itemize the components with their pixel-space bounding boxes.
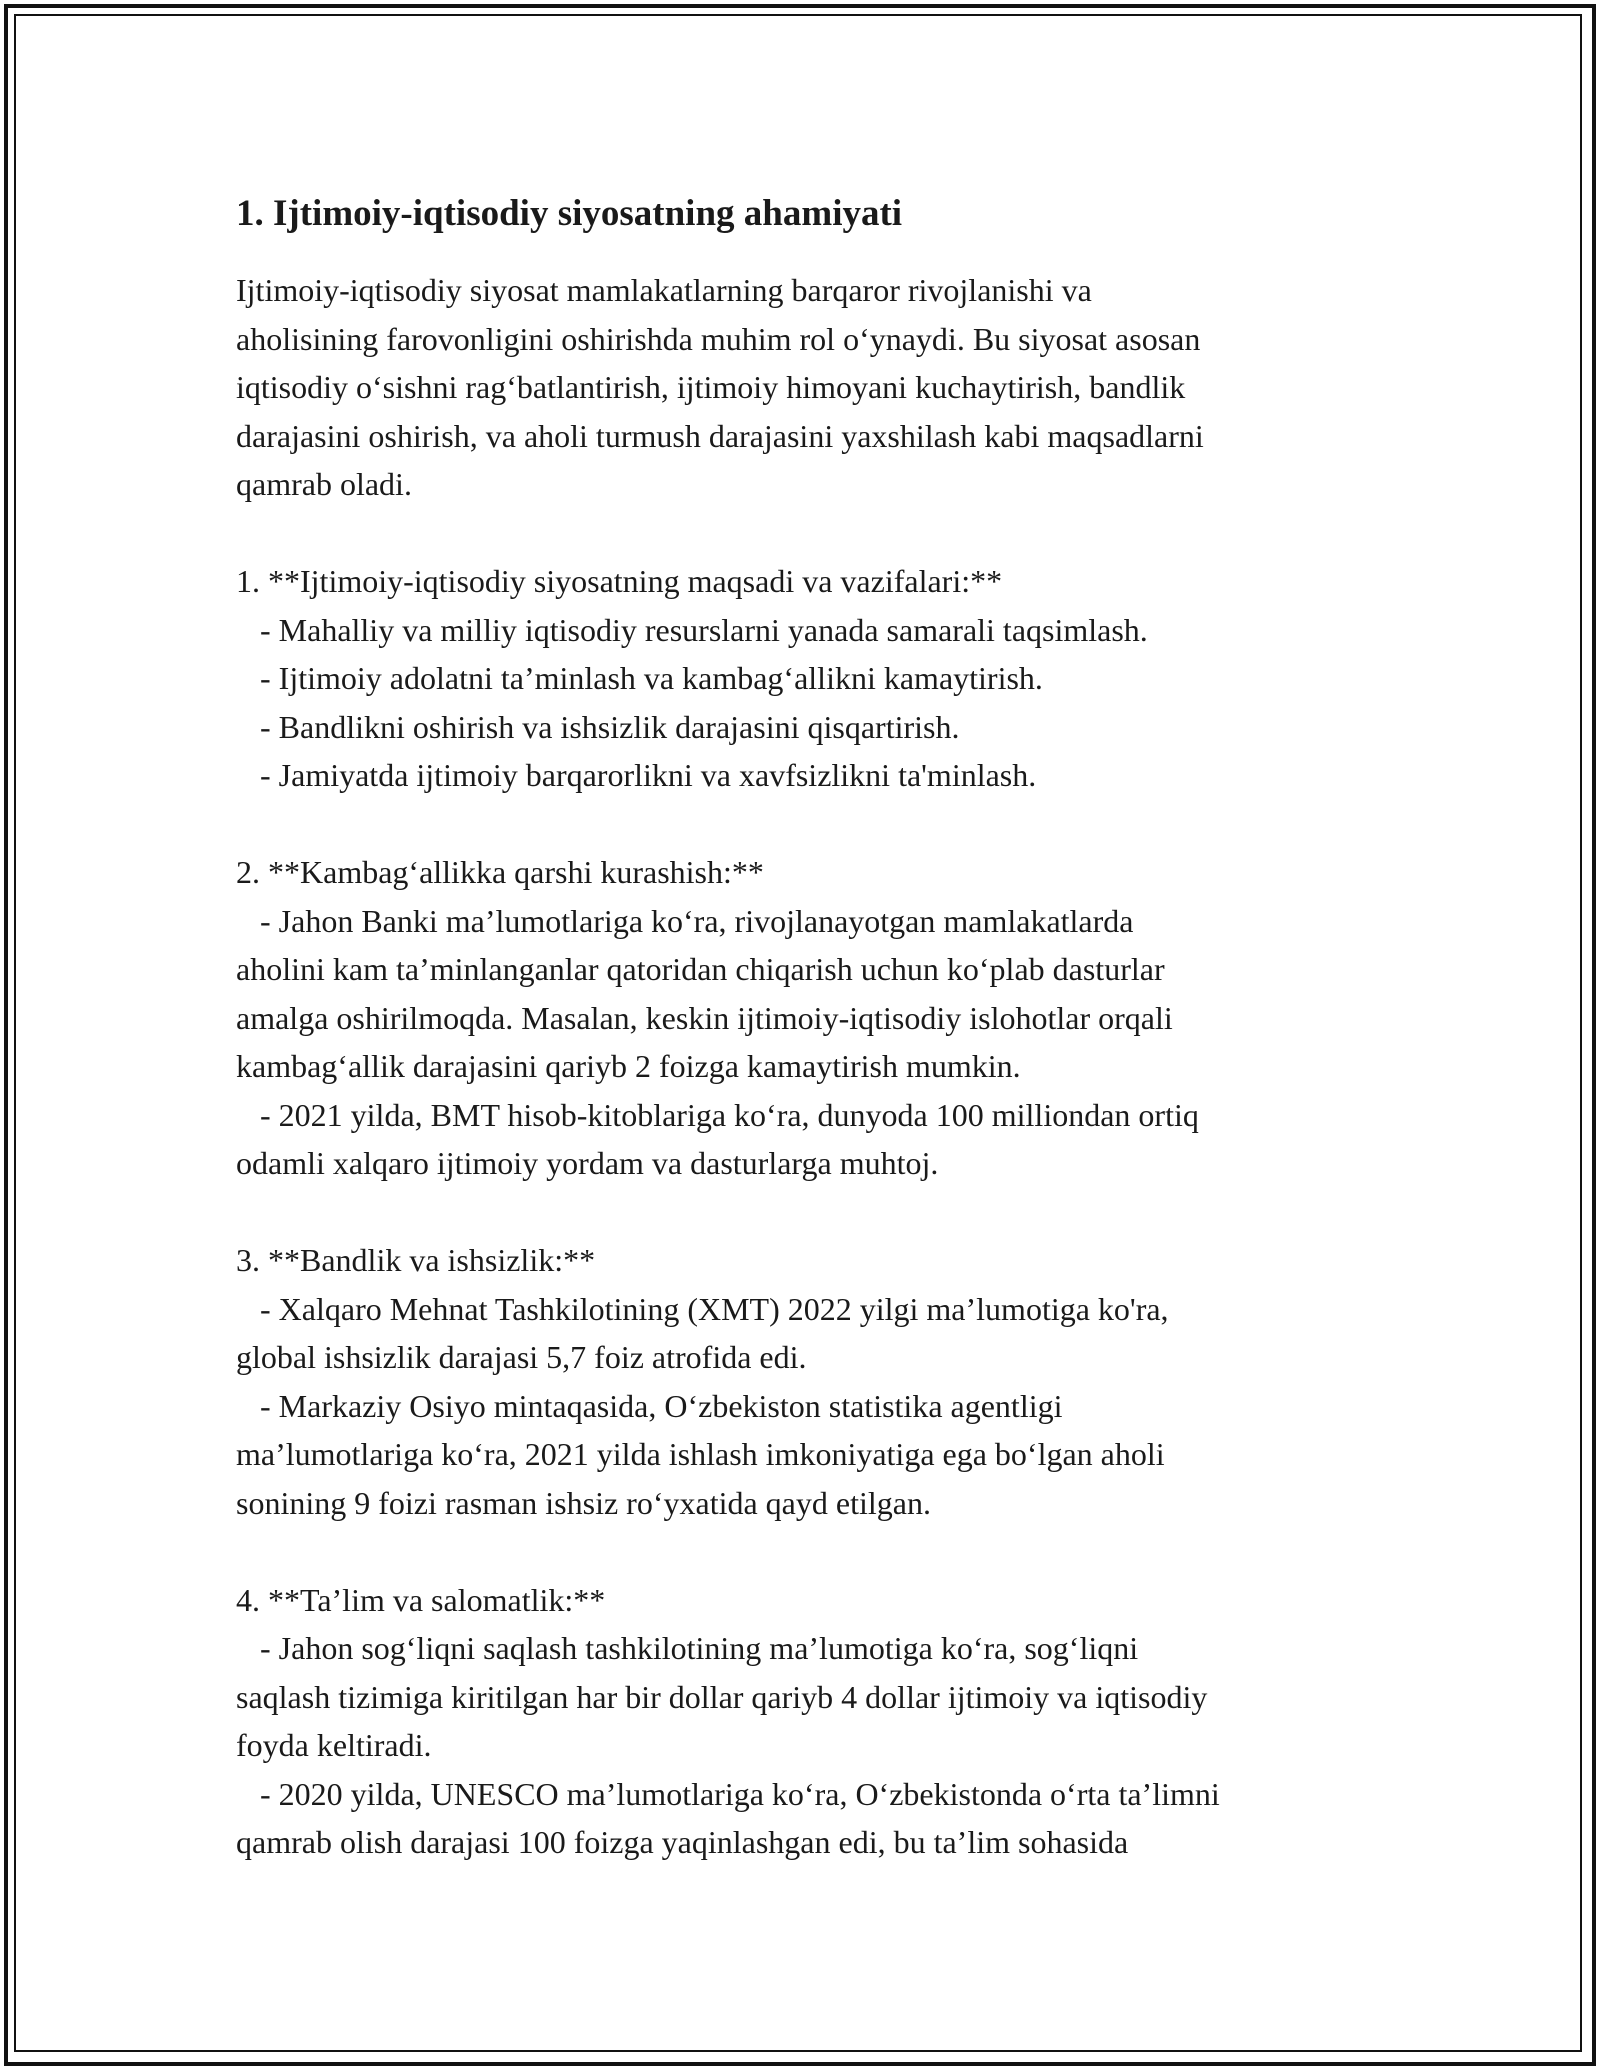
intro-paragraph: Ijtimoiy-iqtisodiy siyosat mamlakatlarning barqaror rivojlanishi va aholisining farovonligini oshirishda muhim rol o‘ynaydi. Bu siyosat asosan iqtisodiy o‘sishni rag‘batlantirish, ijtimoiy himoyani kuchaytirish, bandlik darajasini oshirish, va aholi turmush darajasini yaxshilash kabi maqsadlarni qamrab oladi.	[236, 272, 1204, 502]
list-item: - Jahon Banki ma’lumotlariga ko‘ra, rivojlanayotgan mamlakatlarda aholini kam ta’minlanganlar qatoridan chiqarish uchun ko‘plab dasturlar amalga oshirilmoqda. Masalan, keskin ijtimoiy-iqtisodiy islohotlar orqali kambag‘allik darajasini qariyb 2 foizga kamaytirish mumkin.	[236, 902, 1173, 1084]
document-page	[236, 188, 1416, 1867]
section-poverty	[236, 848, 1416, 1188]
document-heading: 1. Ijtimoiy-iqtisodiy siyosatning ahamiyati	[236, 193, 903, 234]
section-education-health	[236, 1576, 1416, 1867]
list-item: - 2021 yilda, BMT hisob-kitoblariga ko‘ra, dunyoda 100 milliondan ortiq odamli xalqaro ijtimoiy yordam va dasturlarga muhtoj.	[236, 1096, 1199, 1181]
list-item: - Jahon sog‘liqni saqlash tashkilotining ma’lumotiga ko‘ra, sog‘liqni saqlash tizimiga kiritilgan har bir dollar qariyb 4 dollar ijtimoiy va iqtisodiy foyda keltiradi.	[236, 1630, 1208, 1763]
paragraph-gap	[236, 509, 1416, 558]
paragraph-gap	[236, 1188, 1416, 1237]
paragraph-gap	[236, 1527, 1416, 1576]
section-goals	[236, 557, 1416, 800]
section-title: 1. **Ijtimoiy-iqtisodiy siyosatning maqsadi va vazifalari:**	[236, 563, 1003, 599]
list-item: - Markaziy Osiyo mintaqasida, O‘zbekiston statistika agentligi ma’lumotlariga ko‘ra, 2021 yilda ishlash imkoniyatiga ega bo‘lgan aholi sonining 9 foizi rasman ishsiz ro‘yxatida qayd etilgan.	[236, 1387, 1165, 1521]
section-title: 2. **Kambag‘allikka qarshi kurashish:**	[236, 854, 764, 890]
section-title: 3. **Bandlik va ishsizlik:**	[236, 1242, 596, 1278]
paragraph-gap	[236, 800, 1416, 849]
section-title: 4. **Ta’lim va salomatlik:**	[236, 1581, 606, 1618]
list-item: - Bandlikni oshirish va ishsizlik darajasini qisqartirish.	[236, 708, 960, 745]
section-employment	[236, 1236, 1416, 1527]
list-item: - Mahalliy va milliy iqtisodiy resurslarni yanada samarali taqsimlash.	[236, 611, 1148, 648]
list-item: - Xalqaro Mehnat Tashkilotining (XMT) 2022 yilgi ma’lumotiga ko'ra, global ishsizlik darajasi 5,7 foiz atrofida edi.	[236, 1290, 1169, 1375]
list-item: - Jamiyatda ijtimoiy barqarorlikni va xavfsizlikni ta'minlash.	[236, 757, 1037, 793]
list-item: - 2020 yilda, UNESCO ma’lumotlariga ko‘ra, O‘zbekistonda o‘rta ta’limni qamrab olish darajasi 100 foizga yaqinlashgan edi, bu ta’lim sohasida	[236, 1775, 1220, 1860]
list-item: - Ijtimoiy adolatni ta’minlash va kambag‘allikni kamaytirish.	[236, 660, 1043, 696]
